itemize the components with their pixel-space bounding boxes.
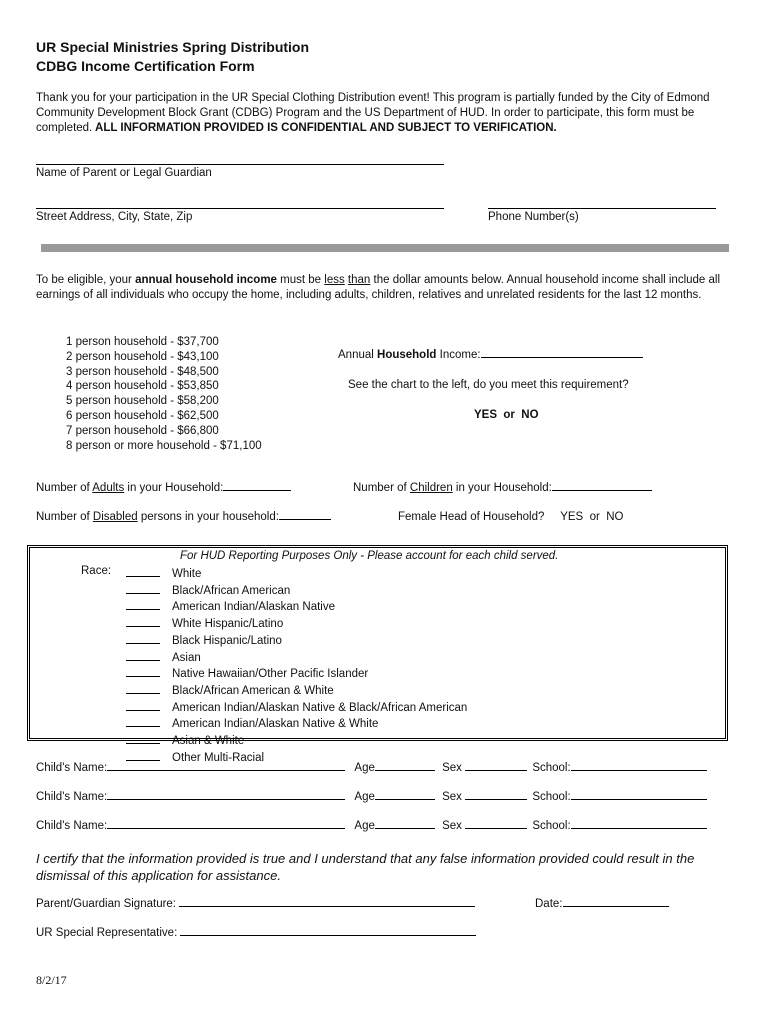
adults-label-post: in your Household:: [124, 482, 224, 494]
race-blank[interactable]: [126, 699, 160, 711]
child-sex-label: Sex: [442, 820, 462, 832]
intro-paragraph: [36, 91, 736, 136]
disabled-count-field: [36, 511, 331, 523]
race-option-label: Native Hawaiian/Other Pacific Islander: [172, 668, 369, 681]
race-option[interactable]: [126, 598, 467, 615]
adults-label-underline: Adults: [92, 482, 125, 494]
date-blank[interactable]: [563, 906, 669, 907]
child-sex-blank[interactable]: [465, 799, 527, 800]
race-option-label: American Indian/Alaskan Native & Black/African American: [172, 701, 468, 714]
requirement-yes-no[interactable]: YES or NO: [474, 409, 539, 421]
race-option-label: Asian: [172, 651, 201, 664]
elig-underline-than: than: [347, 274, 371, 286]
race-option-label: White Hispanic/Latino: [172, 618, 284, 631]
race-option-label: American Indian/Alaskan Native & White: [172, 718, 379, 731]
household-limit-item: 2 person household - $43,100: [66, 350, 219, 363]
child-school-label: School:: [532, 820, 571, 832]
guardian-name-label: Name of Parent or Legal Guardian: [36, 167, 212, 179]
race-option[interactable]: [126, 582, 467, 599]
child-school-label: School:: [532, 791, 571, 803]
representative-signature-blank[interactable]: [180, 935, 476, 936]
child-name-blank[interactable]: [107, 799, 345, 800]
race-option[interactable]: [126, 732, 467, 749]
child-school-label: School:: [532, 762, 571, 774]
child-row: [36, 762, 707, 774]
race-heading: For HUD Reporting Purposes Only - Please account for each child served.: [180, 550, 559, 562]
elig-underline-less: less: [324, 274, 345, 286]
child-sex-label: Sex: [442, 791, 462, 803]
elig-text-2: must be: [276, 274, 325, 286]
children-count-field: [353, 482, 652, 494]
child-age-label: Age: [354, 820, 375, 832]
race-blank[interactable]: [126, 615, 160, 627]
adults-count-field: [36, 482, 291, 494]
child-age-label: Age: [354, 791, 375, 803]
address-label: Street Address, City, State, Zip: [36, 211, 193, 223]
household-limit-item: 1 person household - $37,700: [66, 336, 219, 348]
elig-text-3: the dollar amounts below. Annual household income shall include all earnings of all individuals who occupy the home, including adults, children, relatives and unrelated residents for the last 12 months.: [36, 274, 721, 301]
household-limits-list: [66, 335, 262, 453]
child-name-label: Child's Name:: [36, 762, 108, 774]
representative-signature-field: [36, 927, 476, 939]
child-name-label: Child's Name:: [36, 820, 108, 832]
revision-date: 8/2/17: [36, 973, 67, 987]
female-head-field: [398, 511, 623, 523]
race-option[interactable]: [126, 682, 467, 699]
child-school-blank[interactable]: [571, 770, 707, 771]
intro-text: Thank you for your participation in the UR Special Clothing Distribution event! This program is partially funded by the City of Edmond Community Development Block Grant (CDBG) Program and the US Department of HUD. In order to participate, this form must be completed.: [36, 92, 710, 134]
race-blank[interactable]: [126, 715, 160, 727]
household-limit-item: 3 person household - $48,500: [66, 365, 219, 378]
guardian-signature-field: [36, 898, 475, 910]
guardian-signature-label: Parent/Guardian Signature:: [36, 898, 177, 910]
annual-income-blank[interactable]: [481, 357, 643, 358]
eligibility-paragraph: [36, 273, 736, 303]
child-sex-blank[interactable]: [465, 770, 527, 771]
elig-text-1: To be eligible, your: [36, 274, 136, 286]
children-label-pre: Number of: [353, 482, 410, 494]
household-limit-item: 6 person household - $62,500: [66, 409, 219, 422]
child-age-blank[interactable]: [375, 799, 435, 800]
disabled-label-underline: Disabled: [92, 511, 138, 523]
section-divider: [41, 244, 729, 252]
race-blank[interactable]: [126, 649, 160, 661]
race-blank[interactable]: [126, 665, 160, 677]
race-option[interactable]: [126, 715, 467, 732]
race-blank[interactable]: [126, 749, 160, 761]
guardian-name-line[interactable]: [36, 164, 444, 165]
requirement-question: See the chart to the left, do you meet this requirement?: [348, 379, 629, 391]
disabled-label-pre: Number of: [36, 511, 93, 523]
race-option[interactable]: [126, 649, 467, 666]
race-option[interactable]: [126, 615, 467, 632]
disabled-count-blank[interactable]: [279, 519, 331, 520]
child-row: [36, 791, 707, 803]
child-row: [36, 820, 707, 832]
race-blank[interactable]: [126, 582, 160, 594]
household-limit-item: 5 person household - $58,200: [66, 395, 219, 408]
race-label: Race:: [81, 565, 112, 577]
female-head-yes-no[interactable]: YES or NO: [560, 511, 624, 523]
race-option[interactable]: [126, 665, 467, 682]
form-title: [36, 38, 309, 76]
income-label-post: Income:: [436, 349, 481, 361]
children-count-blank[interactable]: [552, 490, 652, 491]
date-field: [535, 898, 669, 910]
children-label-post: in your Household:: [452, 482, 552, 494]
race-blank[interactable]: [126, 565, 160, 577]
race-option-label: American Indian/Alaskan Native: [172, 601, 335, 614]
household-limit-item: 4 person household - $53,850: [66, 380, 219, 393]
title-line-2: CDBG Income Certification Form: [36, 58, 255, 74]
adults-count-blank[interactable]: [223, 490, 291, 491]
race-option-label: Black Hispanic/Latino: [172, 634, 282, 647]
race-blank[interactable]: [126, 598, 160, 610]
race-option[interactable]: [126, 699, 467, 716]
phone-line[interactable]: [488, 208, 716, 209]
race-option-label: White: [172, 568, 202, 580]
race-option-label: Black/African American: [172, 584, 291, 597]
child-name-label: Child's Name:: [36, 791, 108, 803]
guardian-signature-blank[interactable]: [179, 906, 475, 907]
elig-bold: annual household income: [135, 274, 277, 286]
race-option[interactable]: [126, 565, 467, 582]
phone-label: Phone Number(s): [488, 211, 579, 223]
race-blank[interactable]: [126, 682, 160, 694]
race-blank[interactable]: [126, 732, 160, 744]
disabled-label-post: persons in your household:: [137, 511, 279, 523]
children-label-underline: Children: [409, 482, 453, 494]
income-label-bold: Household: [377, 349, 437, 361]
date-label: Date:: [535, 898, 563, 910]
child-sex-label: Sex: [442, 762, 462, 774]
address-line[interactable]: [36, 208, 444, 209]
certification-statement: I certify that the information provided is true and I understand that any false information provided could result in the dismissal of this application for assistance.: [36, 851, 695, 883]
child-age-label: Age: [354, 762, 375, 774]
child-school-blank[interactable]: [571, 828, 707, 829]
title-line-1: UR Special Ministries Spring Distribution: [36, 39, 310, 55]
household-limit-item: 7 person household - $66,800: [66, 424, 219, 437]
income-label-pre: Annual: [338, 349, 378, 361]
race-option-label: Black/African American & White: [172, 684, 334, 697]
female-head-label: Female Head of Household?: [398, 511, 545, 523]
race-option-label: Asian & White: [172, 735, 245, 748]
adults-label-pre: Number of: [36, 482, 93, 494]
representative-signature-label: UR Special Representative:: [36, 927, 178, 939]
child-name-blank[interactable]: [107, 828, 345, 829]
child-sex-blank[interactable]: [465, 828, 527, 829]
child-age-blank[interactable]: [375, 828, 435, 829]
child-school-blank[interactable]: [571, 799, 707, 800]
confidential-notice: ALL INFORMATION PROVIDED IS CONFIDENTIAL AND SUBJECT TO VERIFICATION.: [92, 122, 557, 134]
household-limit-item: 8 person or more household - $71,100: [66, 439, 262, 452]
child-age-blank[interactable]: [375, 770, 435, 771]
race-blank[interactable]: [126, 632, 160, 644]
race-options: [126, 565, 467, 765]
race-option[interactable]: [126, 632, 467, 649]
race-option-label: Other Multi-Racial: [172, 751, 265, 764]
annual-income-field: [338, 349, 643, 361]
child-name-blank[interactable]: [107, 770, 345, 771]
